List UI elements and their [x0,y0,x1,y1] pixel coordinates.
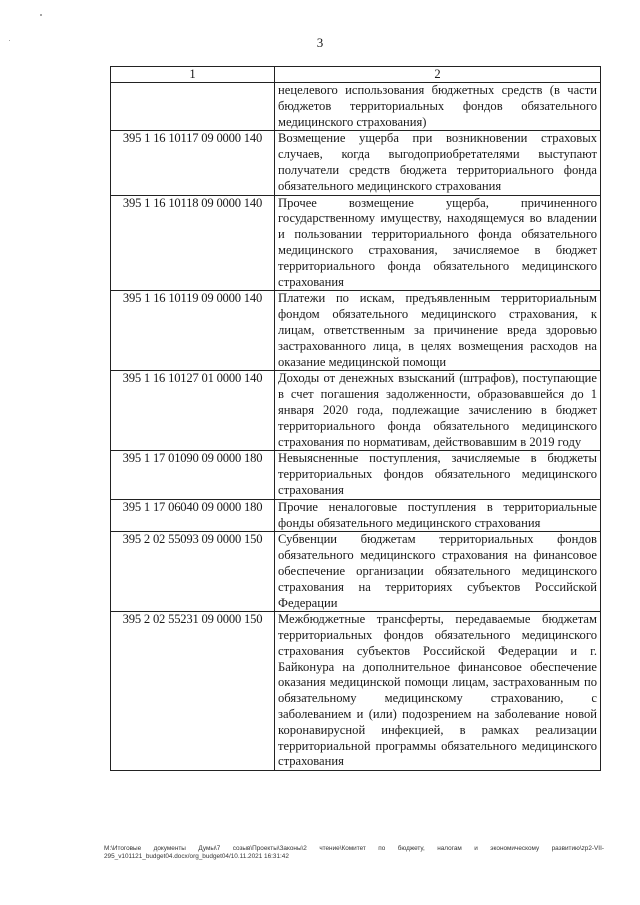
description-cell: Доходы от денежных взысканий (штрафов), поступающие в счет погашения задолженности, образовавшейся до 1 января 2020 года, подлежащие зачислению в бюджет территориального фонда обязательного медицинского страхования по нормативам, действовавшим в 2019 году [275,371,601,451]
document-file-path-footer: M:\Итоговые документы Думы\7 созыв\Проекты\Законы\2 чтение\Комитет по бюджету, налогам и экономическому развитию\zp2-VII-295_v101121_budget04.docx/org_budget04/10.11.2021 16:31:42 [104,845,604,860]
budget-code-cell: 395 2 02 55093 09 0000 150 [111,532,275,612]
description-cell: Невыясненные поступления, зачисляемые в бюджеты территориальных фондов обязательного медицинского страхования [275,451,601,499]
table-header-row [111,67,601,83]
table-row [111,131,601,195]
budget-code-cell: 395 1 16 10117 09 0000 140 [111,131,275,195]
table-row [111,451,601,499]
budget-code-cell [111,83,275,131]
table-row [111,371,601,451]
table-row [111,291,601,371]
scan-speck [40,14,42,16]
table-row [111,195,601,291]
page-number: 3 [316,35,324,50]
budget-code-cell: 395 1 16 10119 09 0000 140 [111,291,275,371]
description-cell: нецелевого использования бюджетных средств (в части бюджетов территориальных фондов обязательного медицинского страхования) [275,83,601,131]
description-cell: Платежи по искам, предъявленным территориальным фондом обязательного медицинского страхования, к лицам, ответственным за причинение вреда здоровью застрахованного лица, в целях возмещения расходов на оказание медицинской помощи [275,291,601,371]
description-cell: Субвенции бюджетам территориальных фондов обязательного медицинского страхования на финансовое обеспечение организации обязательного медицинского страхования на территориях субъектов Российской Федерации [275,532,601,612]
budget-code-cell: 395 1 16 10127 01 0000 140 [111,371,275,451]
budget-code-cell: 395 1 16 10118 09 0000 140 [111,195,275,291]
revenue-codes-table [110,66,601,771]
description-cell: Межбюджетные трансферты, передаваемые бюджетам территориальных фондов обязательного медицинского страхования субъектов Российской Федерации и г. Байконура на дополнительное финансовое обеспечение оказания медицинской помощи лицам, застрахованным по обязательному медицинскому страхованию, с заболеванием и (или) подозрением на заболевание новой коронавирусной инфекцией, в рамках реализации территориальной программы обязательного медицинского страхования [275,612,601,771]
description-cell: Возмещение ущерба при возникновении страховых случаев, когда выгодоприобретателями выступают получатели средств бюджета территориального фонда обязательного медицинского страхования [275,131,601,195]
description-cell: Прочие неналоговые поступления в территориальные фонды обязательного медицинского страхования [275,499,601,532]
budget-code-cell: 395 1 17 06040 09 0000 180 [111,499,275,532]
table-row [111,532,601,612]
budget-code-cell: 395 1 17 01090 09 0000 180 [111,451,275,499]
table-row [111,83,601,131]
description-cell: Прочее возмещение ущерба, причиненного государственному имуществу, находящемуся во владении и пользовании территориального фонда обязательного медицинского страхования, зачисляемое в бюджет территориального фонда обязательного медицинского страхования [275,195,601,291]
table-row [111,612,601,771]
budget-code-cell: 395 2 02 55231 09 0000 150 [111,612,275,771]
column-header: 2 [275,67,601,83]
table-row [111,499,601,532]
column-header: 1 [111,67,275,83]
